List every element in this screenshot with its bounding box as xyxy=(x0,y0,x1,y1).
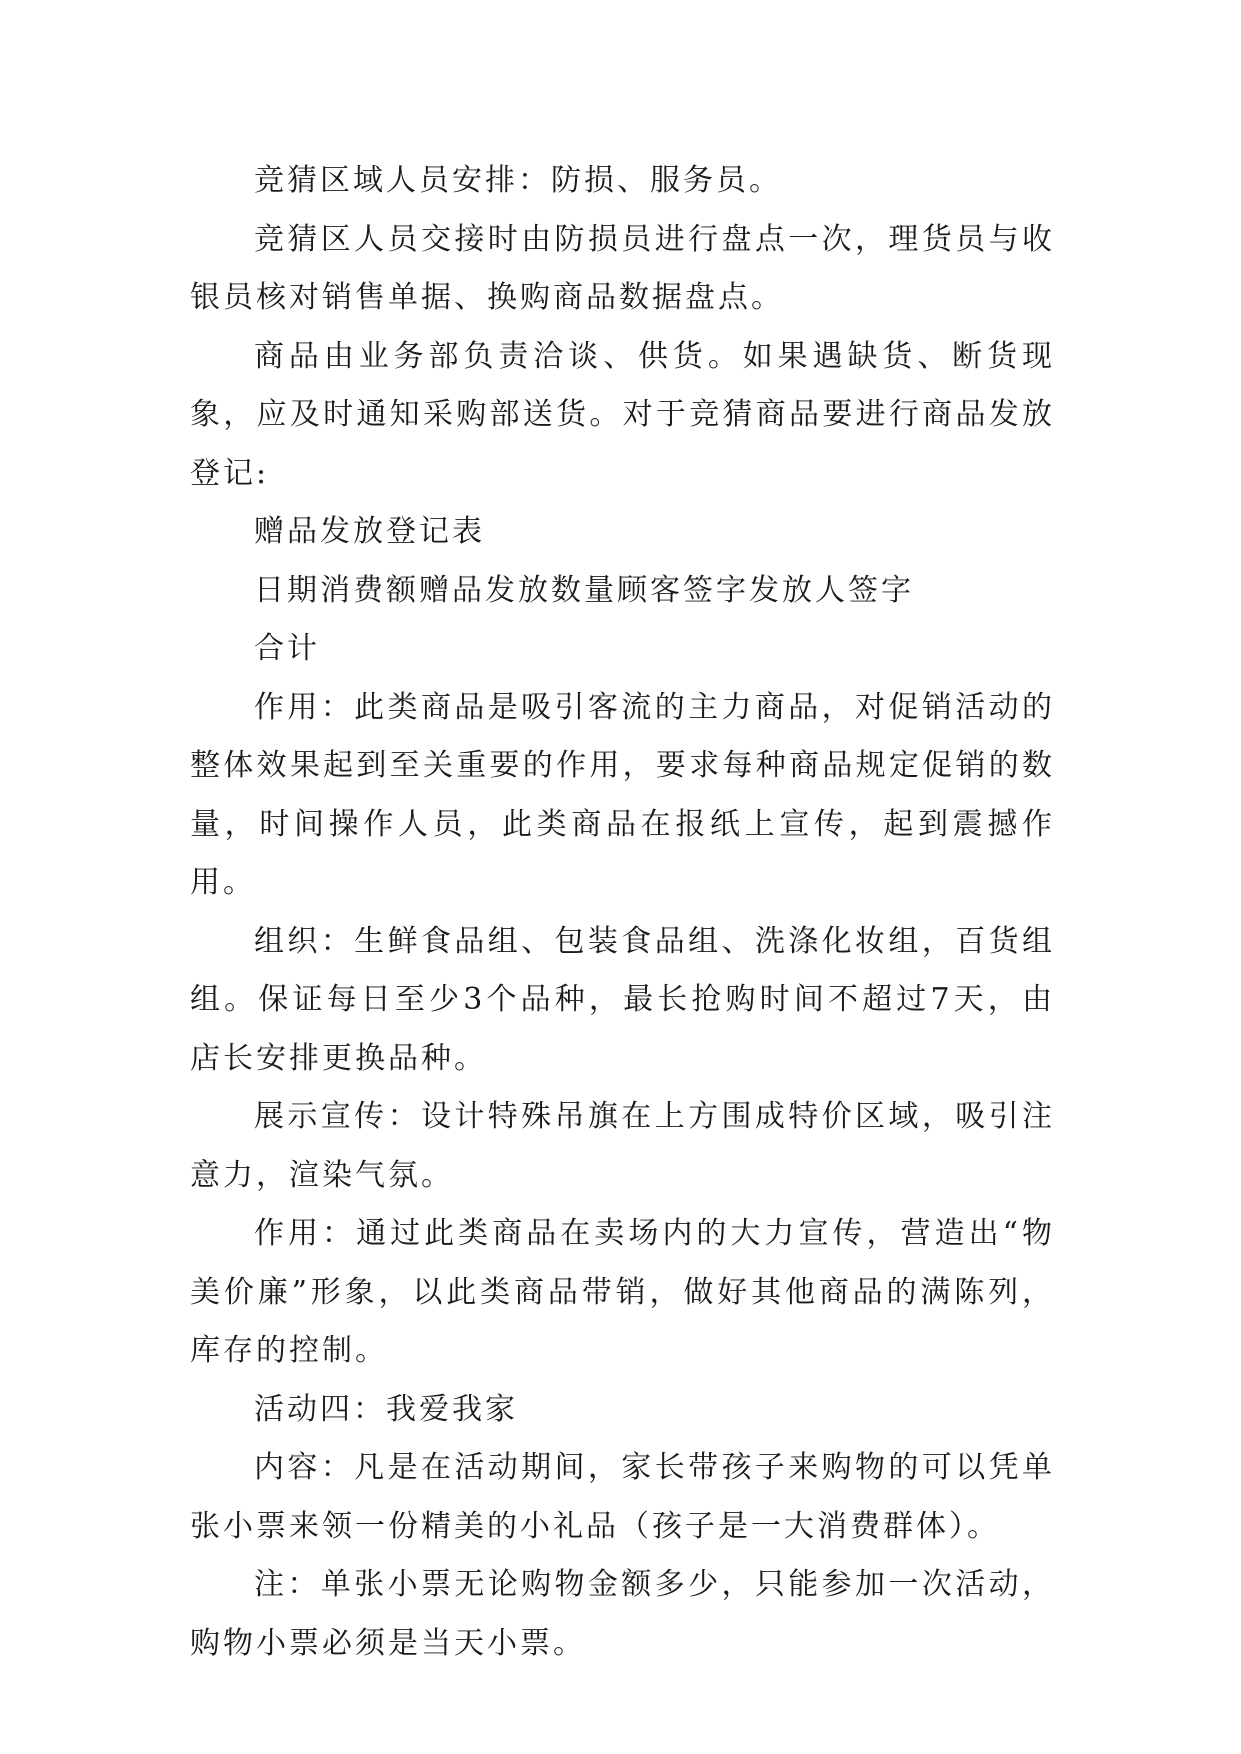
paragraph-supply: 商品由业务部负责洽谈、供货。如果遇缺货、断货现象，应及时通知采购部送货。对于竞猜商品要进行商品发放登记: xyxy=(190,338,1055,491)
paragraph-table-total: 合计 xyxy=(254,631,320,666)
paragraph-table-title: 赠品发放登记表 xyxy=(254,514,485,549)
paragraph-display: 展示宣传：设计特殊吊旗在上方围成特价区域，吸引注意力，渲染气氛。 xyxy=(190,1099,1055,1193)
paragraph-note: 注：单张小票无论购物金额多少，只能参加一次活动，购物小票必须是当天小票。 xyxy=(190,1567,1055,1661)
paragraph-content: 内容：凡是在活动期间，家长带孩子来购物的可以凭单张小票来领一份精美的小礼品（孩子是一大消费群体）。 xyxy=(190,1450,1055,1544)
paragraph-staffing: 竞猜区域人员安排：防损、服务员。 xyxy=(254,163,782,198)
body-text xyxy=(190,152,1055,1673)
paragraph-activity-heading: 活动四：我爱我家 xyxy=(254,1391,518,1427)
paragraph-purpose-1: 作用：此类商品是吸引客流的主力商品，对促销活动的整体效果起到至关重要的作用，要求每种商品规定促销的数量，时间操作人员，此类商品在报纸上宣传，起到震撼作用。 xyxy=(190,689,1055,900)
paragraph-table-header: 日期消费额赠品发放数量顾客签字发放人签字 xyxy=(254,572,914,608)
paragraph-handover: 竞猜区人员交接时由防损员进行盘点一次，理货员与收银员核对销售单据、换购商品数据盘点。 xyxy=(190,221,1055,315)
paragraph-purpose-2: 作用：通过此类商品在卖场内的大力宣传，营造出“物美价廉”形象，以此类商品带销，做好其他商品的满陈列，库存的控制。 xyxy=(190,1216,1055,1368)
paragraph-organization: 组织：生鲜食品组、包装食品组、洗涤化妆组，百货组组。保证每日至少3个品种，最长抢购时间不超过7天，由店长安排更换品种。 xyxy=(190,923,1055,1076)
